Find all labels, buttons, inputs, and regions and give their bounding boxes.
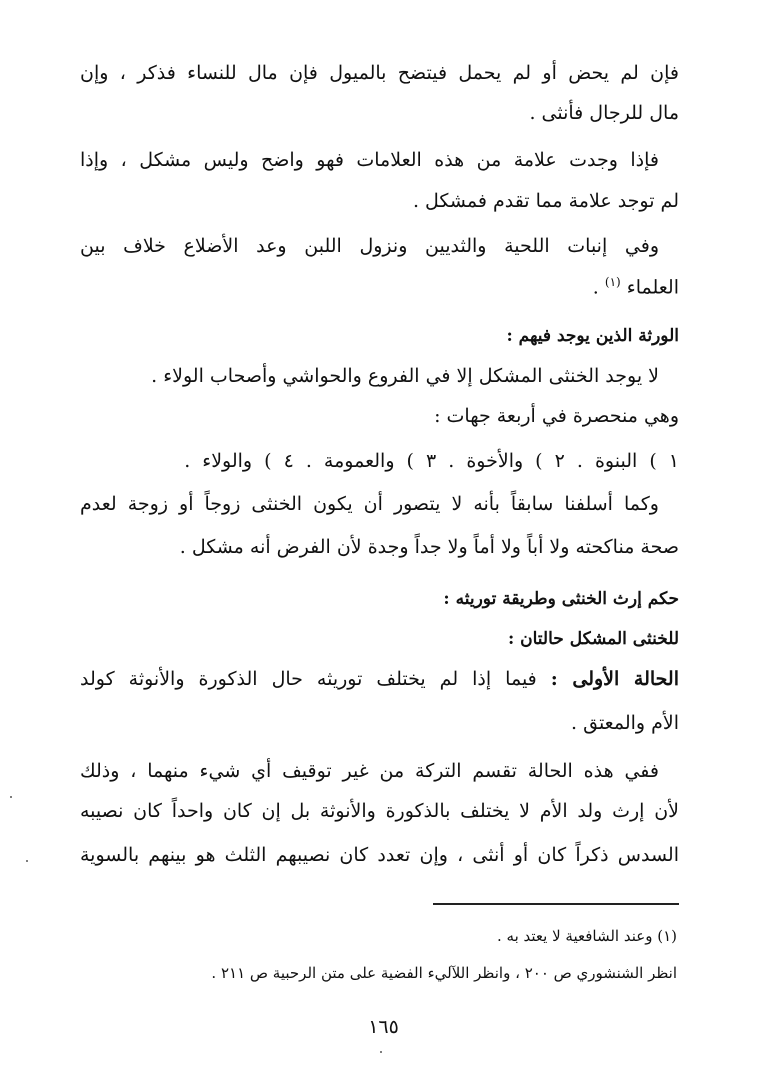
paragraph-text: . [592, 276, 599, 297]
subheading: للخنثى المشكل حالتان : [507, 629, 679, 649]
footnote-line: (١) وعند الشافعية لا يعتد به . [497, 927, 677, 945]
section-heading: الورثة الذين يوجد فيهم : [506, 326, 679, 346]
case-label: الحالة الأولى : [550, 668, 679, 690]
paragraph-text: العلماء [626, 276, 679, 297]
paragraph-line: ففي هذه الحالة تقسم التركة من غير توقيف أي شيء منهما ، وذلك [80, 760, 659, 782]
paragraph-line: مال للرجال فأنثى . [529, 102, 679, 124]
paragraph-line: السدس ذكراً كان أو أنثى ، وإن تعدد كان نصيبهم الثلث هو بينهم بالسوية [80, 844, 679, 866]
paragraph-line [80, 664, 679, 694]
paragraph-line: فإن لم يحض أو لم يحمل فيتضح بالميول فإن مال للنساء فذكر ، وإن [80, 62, 679, 84]
paragraph-line: الأم والمعتق . [571, 712, 679, 734]
paragraph-line: صحة مناكحته ولا أباً ولا أماً ولا جداً وجدة لأن الفرض أنه مشكل . [179, 536, 679, 558]
paragraph-line: وهي منحصرة في أربعة جهات : [434, 405, 679, 427]
paragraph-line [80, 267, 679, 297]
footnote-separator [433, 903, 679, 905]
paragraph-line: لأن إرث ولد الأم لا يختلف بالذكورة والأنوثة بل إن كان واحداً كان نصيبه [80, 800, 679, 822]
paragraph-line: لم توجد علامة مما تقدم فمشكل . [412, 190, 679, 212]
paragraph-text: فيما إذا لم يختلف توريثه حال الذكورة والأنوثة كولد [80, 668, 537, 690]
scan-speck [26, 860, 28, 862]
paragraph-line: لا يوجد الخنثى المشكل إلا في الفروع والحواشي وأصحاب الولاء . [151, 365, 659, 387]
page-number: ١٦٥ [368, 1016, 399, 1038]
footnote-marker: (١) [604, 275, 621, 289]
paragraph-line: وكما أسلفنا سابقاً بأنه لا يتصور أن يكون الخنثى زوجاً أو زوجة لعدم [80, 493, 659, 515]
list-line: ١ ) البنوة . ٢ ) والأخوة . ٣ ) والعمومة . ٤ ) والولاء . [184, 450, 679, 472]
scan-speck [10, 796, 12, 798]
scan-speck [380, 1051, 382, 1053]
paragraph-line: وفي إنبات اللحية والثديين ونزول اللبن وعد الأضلاع خلاف بين [80, 235, 659, 257]
footnote-line: انظر الشنشوري ص ٢٠٠ ، وانظر اللآليء الفضية على متن الرحبية ص ٢١١ . [211, 964, 677, 982]
paragraph-line: فإذا وجدت علامة من هذه العلامات فهو واضح وليس مشكل ، وإذا [80, 149, 659, 171]
section-heading: حكم إرث الخنثى وطريقة توريثه : [443, 589, 679, 609]
